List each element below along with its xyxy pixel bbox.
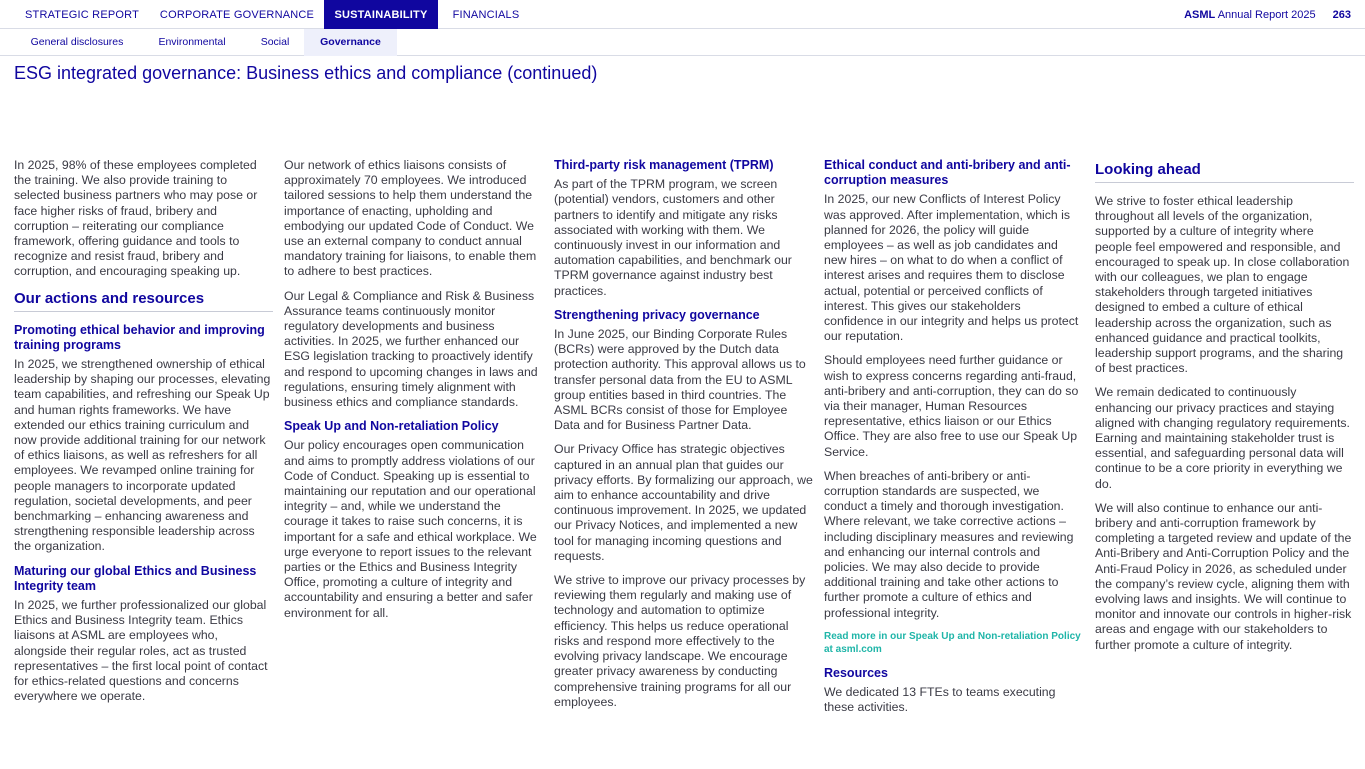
paragraph: In 2025, our new Conflicts of Interest Policy was approved. After implementation, which is planned for 2026, the policy will guide employees – as well as job candidates and new hires – on what to do when a conflict of interest arises and requires them to disclose actual, potential or perceived conflicts of interest. This gives our stakeholders confidence in our integrity and helps us protect our reputation. [824,192,1079,344]
paragraph: In June 2025, our Binding Corporate Rules (BCRs) were approved by the Dutch data protection authority. This approval allows us to transfer personal data from the EU to ASML group entities based in third countries. The ASML BCRs consist of those for Employee Data and for Business Partner Data. [554,327,806,433]
subheading-speak-up: Speak Up and Non-retaliation Policy [284,419,499,434]
column-1 [14,158,273,714]
top-navigation [0,0,1365,29]
paragraph: Should employees need further guidance or wish to express concerns regarding anti-fraud, anti-bribery and anti-corruption, they can do so via their manager, Human Resources representative, ethics liaison or our Ethics Office. They are also free to use our Speak Up Service. [824,353,1079,459]
subtab-general-disclosures[interactable]: General disclosures [30,36,124,48]
column-4 [824,158,1083,725]
page-number: 263 [1332,9,1351,21]
section-heading-actions: Our actions and resources [14,289,273,312]
paragraph: We strive to improve our privacy processes by reviewing them regularly and making use of technology and automation to optimize efficiency. This helps us reduce operational risks and respond more effectively to the evolving privacy landscape. We encourage greater privacy awareness by conducting comprehensive training programs for all our employees. [554,573,806,709]
report-name: Annual Report 2025 [1217,9,1316,21]
tab-financials[interactable]: FINANCIALS [452,9,520,21]
paragraph: In 2025, 98% of these employees completed the training. We also provide training to selected business partners who may pose or face higher risks of fraud, bribery and corruption – reiterating our compliance framework, offering guidance and tools to recognize and resist fraud, bribery and corruption, and encouraging speaking up. [14,158,258,279]
subheading-promoting: Promoting ethical behavior and improving training programs [14,322,265,352]
page-title: ESG integrated governance: Business ethics and compliance (continued) [14,63,598,83]
tab-sustainability[interactable]: SUSTAINABILITY [324,0,438,29]
paragraph: We will also continue to enhance our anti-bribery and anti-corruption framework by completing a targeted review and update of the Anti-Bribery and Anti-Corruption Policy and the Anti-Fraud Policy in 2026, as scheduled under the company’s review cycle, aligning them with evolving laws and insights. We will continue to monitor and innovate our controls in higher-risk areas and engage with our stakeholders to further promote a culture of integrity. [1095,500,1352,652]
subheading-ethical-conduct: Ethical conduct and anti-bribery and anti-corruption measures [824,158,1071,188]
sub-navigation [0,29,1365,56]
subheading-maturing: Maturing our global Ethics and Business Integrity team [14,563,257,593]
column-3 [554,158,813,719]
paragraph: We remain dedicated to continuously enhancing our privacy practices and staying aligned with changing regulatory requirements. Earning and maintaining stakeholder trust is essential, and safeguarding personal data will continue to be a core priority in everything we do. [1095,385,1350,491]
paragraph: In 2025, we strengthened ownership of ethical leadership by shaping our processes, elevating team capabilities, and refreshing our Speak Up and human rights frameworks. We have extended our ethics training curriculum and now provide additional training for our network of ethics liaisons, as well as refreshers for all employees. We revamped online training for people managers to incorporate updated regulation, societal developments, and peer benchmarking – enhancing awareness and strengthening responsible leadership across the organization. [14,357,271,554]
subtab-governance[interactable]: Governance [304,29,397,56]
paragraph: We strive to foster ethical leadership throughout all levels of the organization, supported by a culture of integrity where people feel empowered and responsible, and encouraged to speak up. In close collaboration with our colleagues, we plan to engage stakeholders through targeted initiatives designed to embed a culture of ethical leadership across the organization, such as enhanced guidance and practical toolkits, leadership support programs, and the sharing of best practices. [1095,194,1350,376]
subheading-tprm: Third-party risk management (TPRM) [554,158,774,172]
paragraph: As part of the TPRM program, we screen (potential) vendors, customers and other partners to identify and mitigate any risks associated with working with them. We continuously invest in our information and automation capabilities, and benchmark our TPRM governance against industry best practices. [554,177,792,298]
paragraph: Our policy encourages open communication and aims to promptly address violations of our Code of Conduct. Speaking up is essential to maintaining our reputation and our operational integrity – and, while we understand the courage it takes to raise such concerns, it is important for a safe and ethical workplace. We urge everyone to report issues to the relevant parties or the Ethics and Business Integrity Office, promoting a culture of integrity and accountability and ensuring a better and safer environment for all. [284,438,537,620]
column-5 [1095,158,1354,662]
subtab-environmental[interactable]: Environmental [158,36,226,48]
tab-corporate-governance[interactable]: CORPORATE GOVERNANCE [159,9,315,21]
column-2 [284,158,543,630]
subheading-privacy: Strengthening privacy governance [554,307,760,322]
paragraph: Our Privacy Office has strategic objectives captured in an annual plan that guides our privacy efforts. By formalizing our approach, we aim to enhance accountability and drive continuous improvement. In 2025, we updated our Privacy Notices, and implemented a new tool for managing incoming questions and requests. [554,442,813,563]
report-header [1184,0,1351,29]
paragraph: Our network of ethics liaisons consists of approximately 70 employees. We introduced tailored sessions to help them understand the importance of enacting, upholding and embodying our updated Code of Conduct. We use an external company to conduct annual mandatory training for liaisons, to enable them to adhere to best practices. [284,158,537,279]
paragraph: In 2025, we further professionalized our global Ethics and Business Integrity team. Ethics liaisons at ASML are employees who, alongside their regular roles, act as trusted representatives – the first local point of contact for ethics-related questions and concerns everywhere we operate. [14,598,268,704]
speak-up-policy-link[interactable]: Read more in our Speak Up and Non-retaliation Policy at asml.com [824,630,1081,655]
brand-name: ASML [1184,9,1216,21]
section-heading-looking-ahead: Looking ahead [1095,160,1354,183]
subheading-resources: Resources [824,665,888,680]
tab-strategic-report[interactable]: STRATEGIC REPORT [24,9,140,21]
paragraph: We dedicated 13 FTEs to teams executing these activities. [824,685,1056,715]
subtab-social[interactable]: Social [260,36,290,48]
paragraph: When breaches of anti-bribery or anti-corruption standards are suspected, we conduct a timely and thorough investigation. Where relevant, we take corrective actions – including disciplinary measures and reviewing and enhancing our internal controls and policies. We may also decide to provide additional training and take other actions to further promote a culture of ethics and professional integrity. [824,468,1074,620]
paragraph: Our Legal & Compliance and Risk & Business Assurance teams continuously monitor regulatory developments and business activities. In 2025, we further enhanced our ESG legislation tracking to proactively identify and respond to upcoming changes in laws and regulations, ensuring timely alignment with business ethics and compliance standards. [284,288,538,410]
